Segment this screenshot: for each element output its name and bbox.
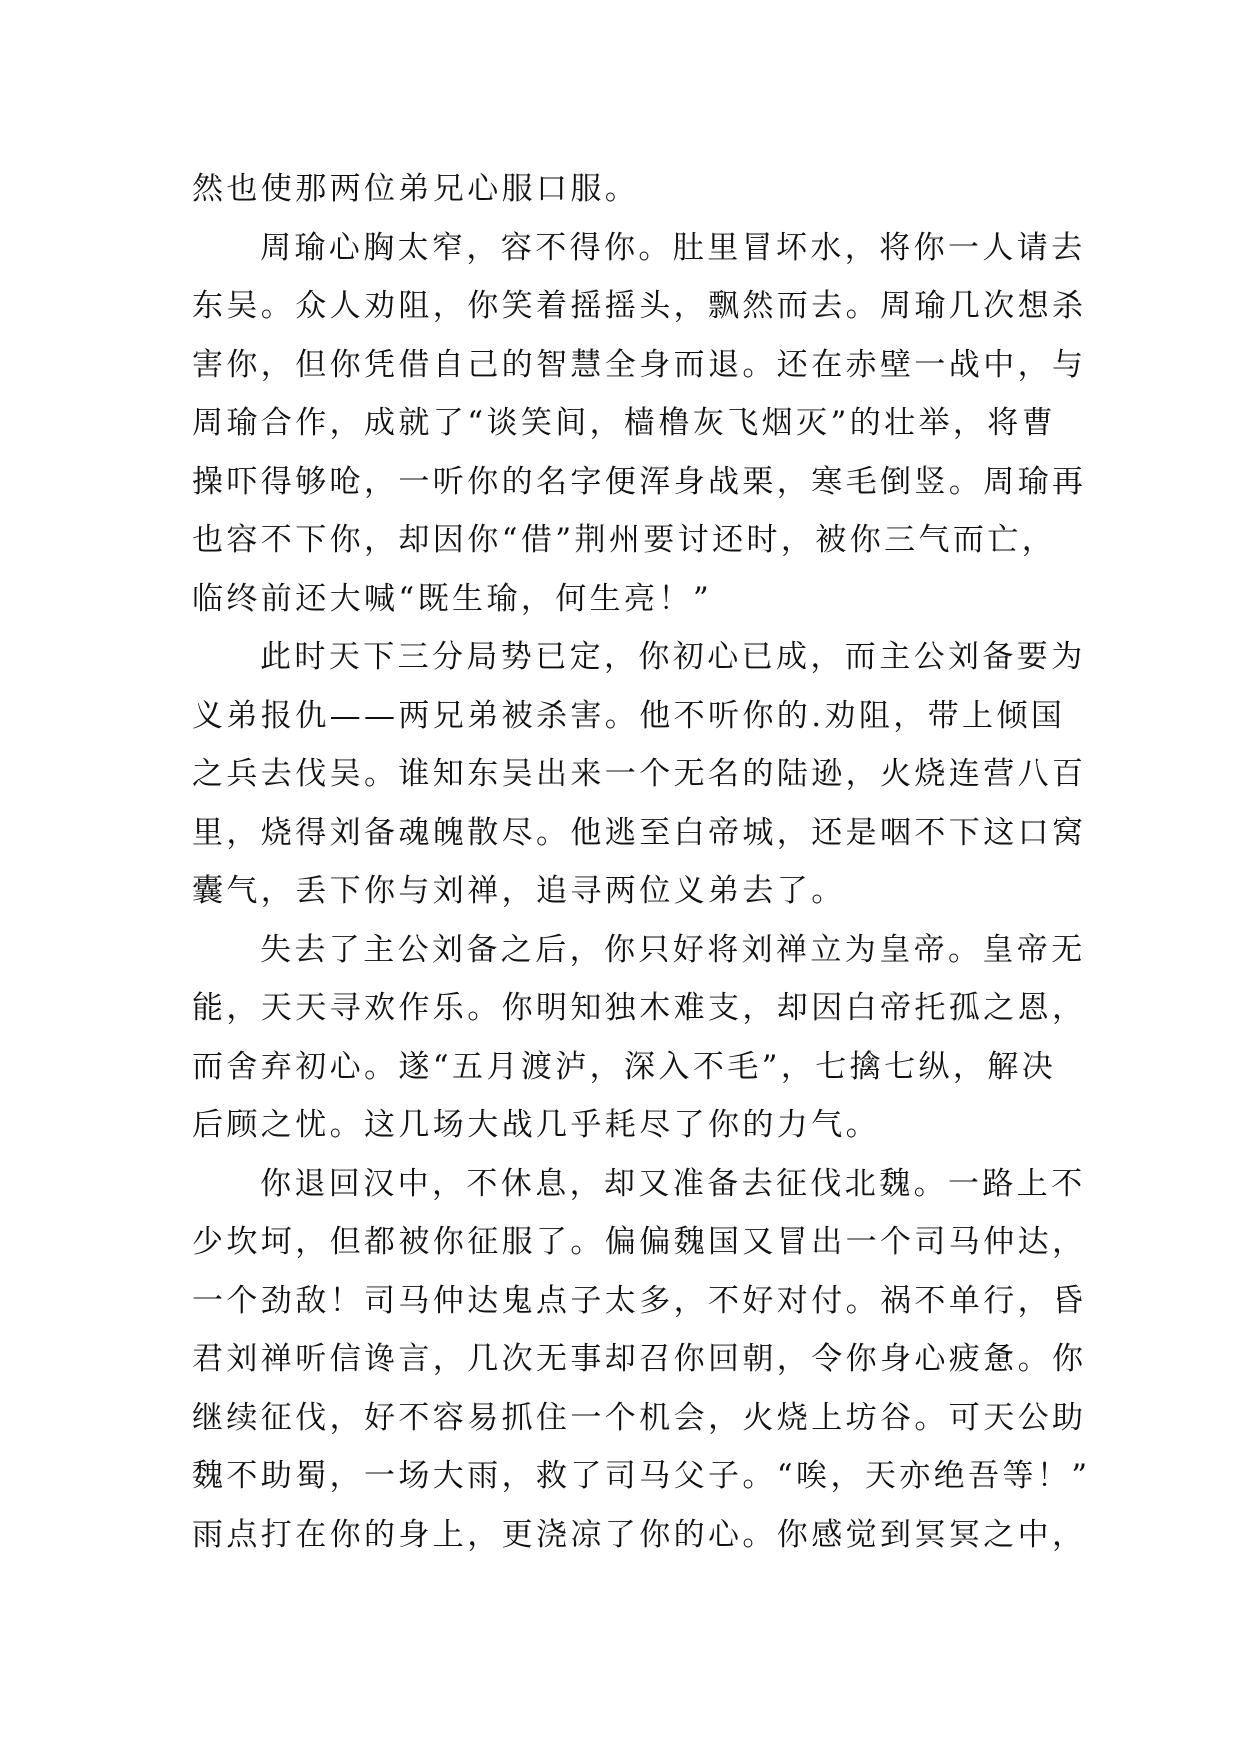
text-line: 义弟报仇——两兄弟被杀害。他不听你的.劝阻，带上倾国	[192, 697, 1066, 734]
document-body	[192, 160, 1091, 1564]
text-line: 能，天天寻欢作乐。你明知独木难支，却因白帝托孤之恩，	[192, 990, 1087, 1026]
text-line: 而舍弃初心。遂“五月渡泸，深入不毛”，七擒七纵，解决	[192, 1048, 1057, 1085]
text-line: 继续征伐，好不容易抓住一个机会，火烧上坊谷。可天公助	[192, 1399, 1087, 1436]
text-line: 一个劲敌！司马仲达鬼点子太多，不好对付。祸不单行，昏	[192, 1282, 1087, 1319]
text-line: 操吓得够呛，一听你的名字便浑身战栗，寒毛倒竖。周瑜再	[192, 463, 1087, 500]
text-line: 雨点打在你的身上，更浇凉了你的心。你感觉到冥冥之中，	[192, 1516, 1087, 1553]
text-line: 你退回汉中，不休息，却又准备去征伐北魏。一路上不	[260, 1165, 1086, 1202]
text-line: 周瑜合作，成就了“谈笑间，樯橹灰飞烟灭”的壮举，将曹	[192, 405, 1057, 441]
text-line: 君刘禅听信谗言，几次无事却召你回朝，令你身心疲惫。你	[192, 1341, 1087, 1377]
text-line: 临终前还大喊“既生瑜，何生亮！”	[192, 580, 713, 617]
text-line: 囊气，丢下你与刘禅，追寻两位义弟去了。	[192, 873, 846, 909]
text-line: 之兵去伐吴。谁知东吴出来一个无名的陆逊，火烧连营八百	[192, 756, 1087, 792]
text-line: 失去了主公刘备之后，你只好将刘禅立为皇帝。皇帝无	[260, 931, 1086, 968]
text-line: 东吴。众人劝阻，你笑着摇摇头，飘然而去。周瑜几次想杀	[192, 288, 1087, 324]
text-line: 里，烧得刘备魂魄散尽。他逃至白帝城，还是咽不下这口窝	[192, 814, 1087, 851]
text-line: 周瑜心胸太窄，容不得你。肚里冒坏水，将你一人请去	[260, 229, 1086, 266]
text-line: 也容不下你，却因你“借”荆州要讨还时，被你三气而亡，	[192, 522, 1057, 558]
text-line: 魏不助蜀，一场大雨，救了司马父子。“唉，天亦绝吾等！”	[192, 1458, 1091, 1494]
text-line: 少坎坷，但都被你征服了。偏偏魏国又冒出一个司马仲达，	[192, 1224, 1087, 1260]
text-line: 后顾之忧。这几场大战几乎耗尽了你的力气。	[192, 1107, 880, 1143]
text-line: 然也使那两位弟兄心服口服。	[192, 171, 640, 207]
text-line: 此时天下三分局势已定，你初心已成，而主公刘备要为	[260, 639, 1086, 675]
text-line: 害你，但你凭借自己的智慧全身而退。还在赤壁一战中，与	[192, 346, 1087, 383]
